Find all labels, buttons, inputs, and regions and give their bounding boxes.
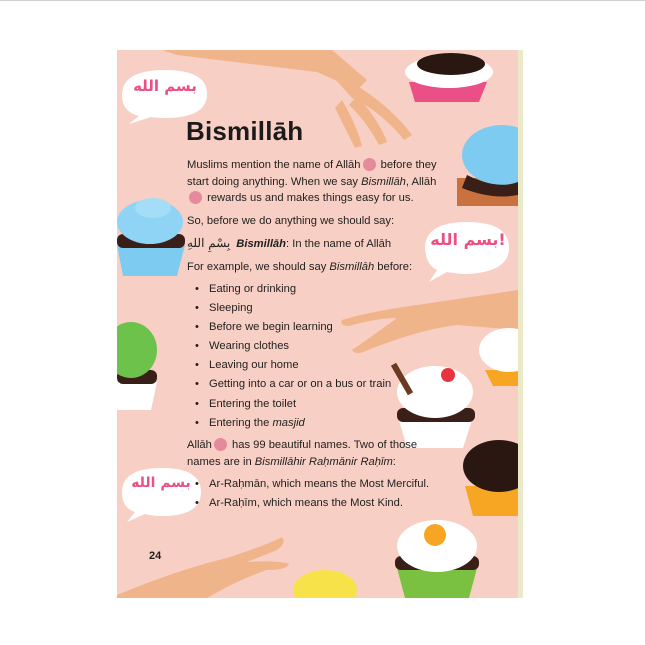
occasions-list xyxy=(187,281,437,431)
book-page xyxy=(117,50,518,598)
cupcake-illustration xyxy=(457,125,518,206)
cupcake-illustration xyxy=(293,570,357,598)
bubble-text-bottom: بسم الله xyxy=(131,475,191,491)
cupcake-illustration xyxy=(463,440,518,516)
basmala-meaning: : In the name of Allāh xyxy=(286,238,392,250)
names-paragraph: Allāh has 99 beautiful names. Two of those names are in Bismillāhir Raḥmānir Raḥīm: xyxy=(187,439,418,468)
cupcake-illustration xyxy=(395,520,479,598)
list-item: • Leaving our home xyxy=(187,357,437,374)
list-item: • Getting into a car or on a bus or train xyxy=(187,376,437,393)
basmala-term: Bismillāh xyxy=(236,238,286,250)
bubble-text-right: بسم الله! xyxy=(430,230,506,249)
cupcake-illustration xyxy=(117,198,185,276)
cupcake-illustration xyxy=(405,53,493,102)
list-item: • Ar-Raḥīm, which means the Most Kind. xyxy=(187,495,437,512)
page-content xyxy=(187,157,437,518)
cupcake-illustration xyxy=(479,328,518,386)
top-divider xyxy=(0,0,645,1)
hand-illustration-bottom xyxy=(117,537,289,598)
pbuh-badge-icon xyxy=(214,438,227,451)
list-item: • Ar-Raḥmān, which means the Most Merciful. xyxy=(187,476,437,493)
list-item: • Before we begin learning xyxy=(187,319,437,336)
bubble-text-top: بسم الله xyxy=(133,77,197,95)
so-before-text: So, before we do anything we should say: xyxy=(187,214,395,227)
intro-paragraph: Muslims mention the name of Allāh before they start doing anything. When we say Bismillāh, Allāh rewards us and makes things easy for us. xyxy=(187,159,437,204)
page-edge xyxy=(518,50,523,598)
pbuh-badge-icon xyxy=(363,158,376,171)
cupcake-illustration xyxy=(117,322,157,410)
basmala-line xyxy=(187,235,437,253)
page-title: Bismillāh xyxy=(186,116,304,146)
list-item: • Entering the masjid xyxy=(187,415,437,432)
basmala-arabic: بِسْمِ اللهِ xyxy=(187,236,231,250)
pbuh-badge-icon xyxy=(189,191,202,204)
list-item: • Eating or drinking xyxy=(187,281,437,298)
page-number: 24 xyxy=(149,550,162,562)
names-list xyxy=(187,476,437,512)
list-item: • Wearing clothes xyxy=(187,338,437,355)
list-item: • Entering the toilet xyxy=(187,396,437,413)
list-item: • Sleeping xyxy=(187,300,437,317)
example-paragraph: For example, we should say Bismillāh before: xyxy=(187,260,413,273)
